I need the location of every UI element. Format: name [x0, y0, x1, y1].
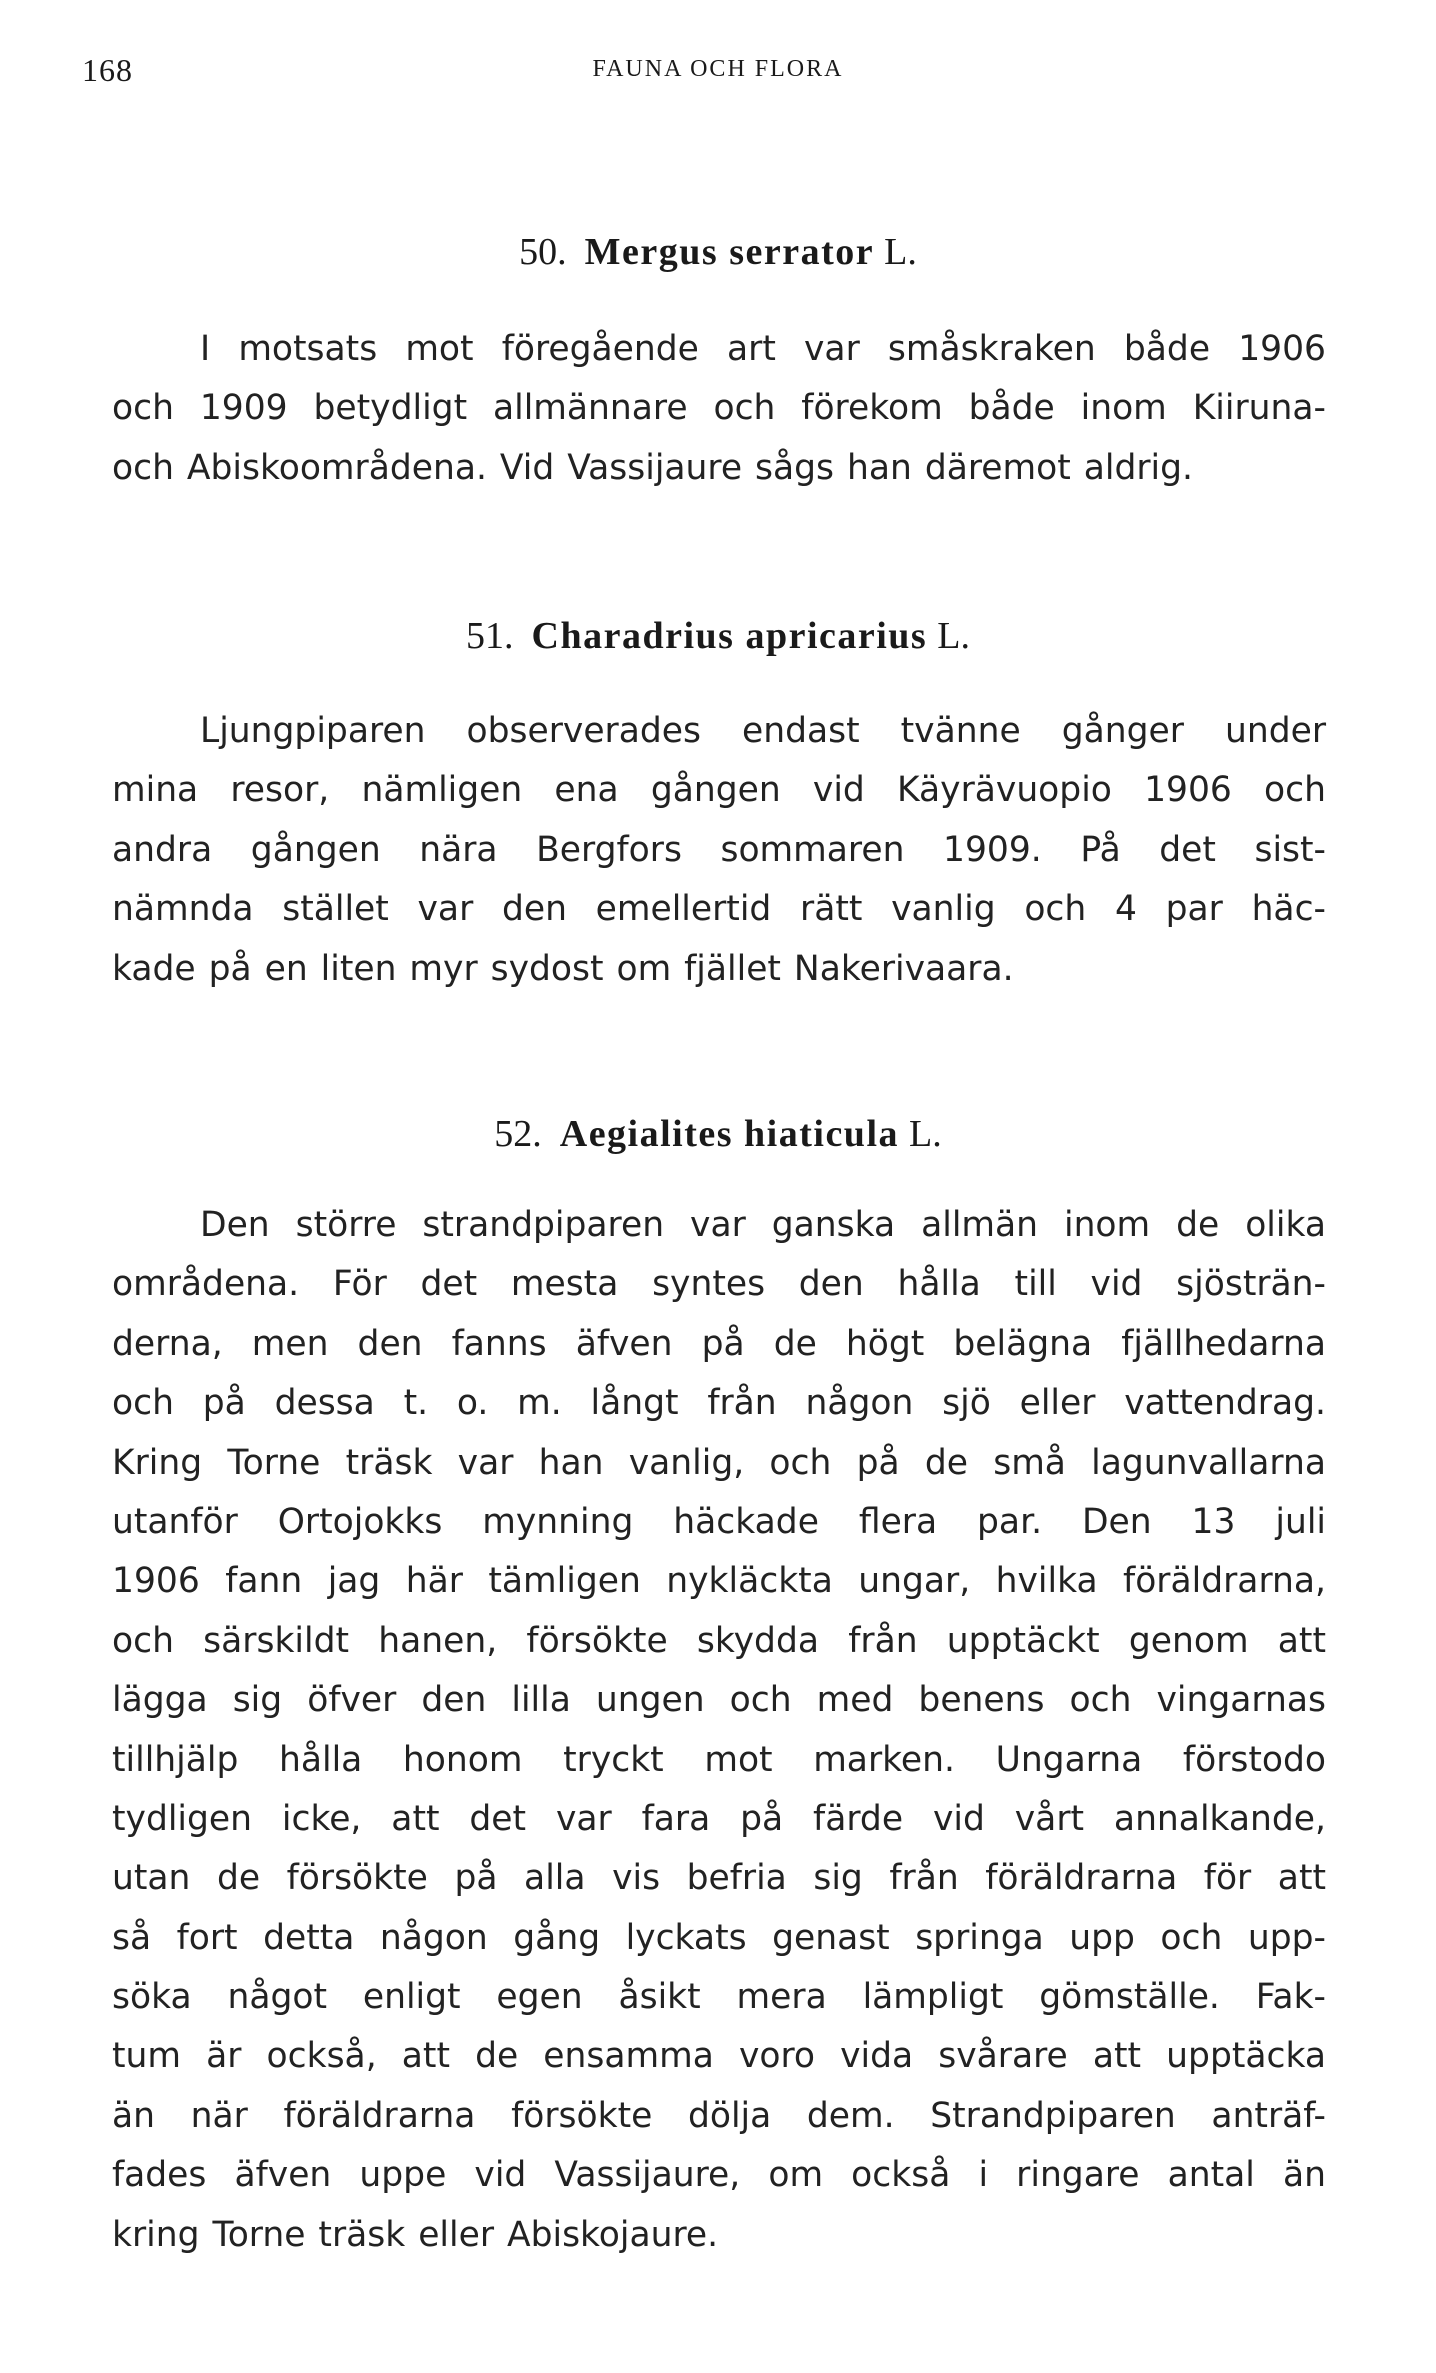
- text-line: I motsats mot föregående art var småskraken både 1906: [200, 329, 1326, 369]
- text-line: och på dessa t. o. m. långt från någon sjö eller vattendrag.: [112, 1383, 1326, 1424]
- species-name: Charadrius apricarius: [531, 615, 928, 657]
- text-line: lägga sig öfver den lilla ungen och med benens och vingarnas: [112, 1680, 1326, 1721]
- text-line: tydligen icke, att det var fara på färde vid vårt annalkande,: [112, 1798, 1326, 1839]
- text-line: fades äfven uppe vid Vassijaure, om också i ringare antal än: [112, 2155, 1326, 2196]
- text-line: områdena. För det mesta syntes den hålla till vid sjösträn-: [112, 1264, 1326, 1305]
- text-line: 1906 fann jag här tämligen nykläckta ungar, hvilka föräldrarna,: [112, 1561, 1326, 1602]
- text-line: mina resor, nämligen ena gången vid Käyrävuopio 1906 och: [112, 770, 1326, 811]
- text-line: kring Torne träsk eller Abiskojaure.: [112, 2214, 719, 2255]
- page-number: 168: [82, 52, 133, 88]
- text-line: så fort detta någon gång lyckats genast springa upp och upp-: [112, 1917, 1326, 1958]
- text-line: derna, men den fanns äfven på de högt belägna fjällhedarna: [112, 1323, 1326, 1364]
- text-line: nämnda stället var den emellertid rätt vanlig och 4 par häc-: [112, 889, 1326, 930]
- section-text-50: [112, 320, 1326, 498]
- section-text-51: [112, 702, 1326, 999]
- text-line: tillhjälp hålla honom tryckt mot marken. Ungarna förstodo: [112, 1739, 1326, 1780]
- species-name: Mergus serrator: [584, 231, 875, 273]
- text-line: Kring Torne träsk var han vanlig, och på de små lagunvallarna: [112, 1442, 1326, 1483]
- text-line: utan de försökte på alla vis befria sig från föräldrarna för att: [112, 1858, 1326, 1899]
- running-head: FAUNA OCH FLORA: [592, 56, 844, 82]
- section-number: 52.: [494, 1113, 542, 1155]
- text-line: andra gången nära Bergfors sommaren 1909. På det sist-: [112, 829, 1326, 870]
- text-line: och Abiskoområdena. Vid Vassijaure sågs han däremot aldrig.: [112, 447, 1193, 488]
- species-author: L.: [909, 1113, 942, 1155]
- text-line: och särskildt hanen, försökte skydda från upptäckt genom att: [112, 1620, 1326, 1661]
- section-number: 50.: [519, 231, 567, 273]
- text-line: än när föräldrarna försökte dölja dem. Strandpiparen anträf-: [112, 2095, 1326, 2136]
- species-name: Aegialites hiaticula: [559, 1113, 900, 1155]
- text-line: kade på en liten myr sydost om fjället Nakerivaara.: [112, 948, 1014, 989]
- section-heading-51: [0, 614, 1436, 658]
- section-text-52: [112, 1196, 1326, 2265]
- text-line: söka något enligt egen åsikt mera lämpligt gömställe. Fak-: [112, 1977, 1326, 2018]
- species-author: L.: [884, 231, 917, 273]
- text-line: Den större strandpiparen var ganska allmän inom de olika: [200, 1205, 1326, 1245]
- text-line: utanför Ortojokks mynning häckade flera par. Den 13 juli: [112, 1501, 1326, 1542]
- text-line: och 1909 betydligt allmännare och förekom både inom Kiiruna-: [112, 388, 1326, 429]
- section-heading-52: [0, 1112, 1436, 1156]
- text-line: tum är också, att de ensamma voro vida svårare att upptäcka: [112, 2036, 1326, 2077]
- section-heading-50: [0, 230, 1436, 274]
- section-number: 51.: [466, 615, 514, 657]
- species-author: L.: [937, 615, 970, 657]
- text-line: Ljungpiparen observerades endast tvänne gånger under: [200, 711, 1326, 751]
